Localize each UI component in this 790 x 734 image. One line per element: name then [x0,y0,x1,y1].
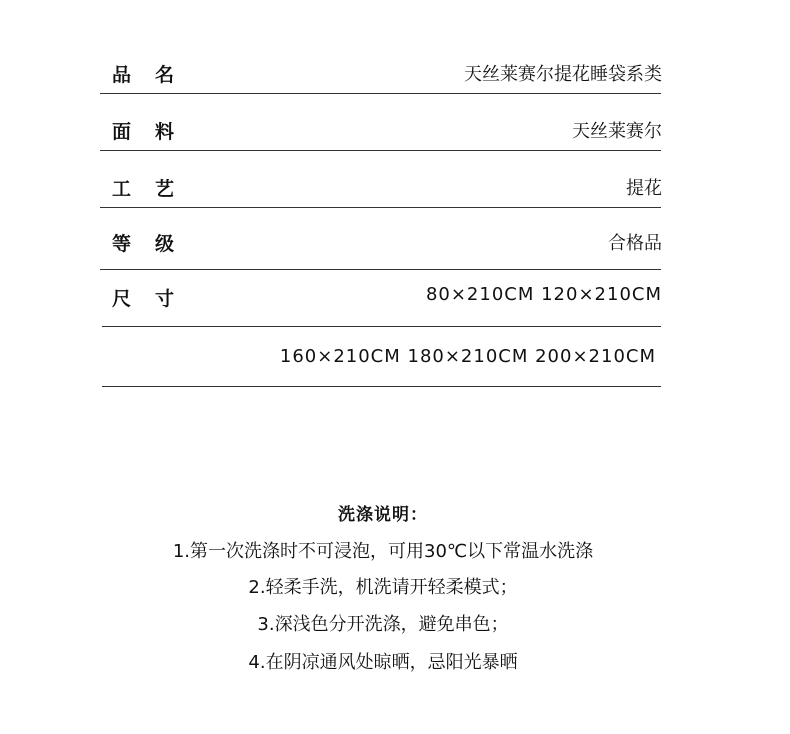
spec-value-size: 80×210CM 120×210CM [425,284,662,305]
care-title: 洗涤说明： [338,505,428,525]
spec-row-fabric [102,117,662,145]
care-line-2: 2.轻柔手洗，机洗请开轻柔模式； [248,577,518,598]
care-line-1: 1.第一次洗涤时不可浸泡，可用30℃以下常温水洗涤 [172,541,594,562]
spec-label-name: 品名 [112,64,199,86]
row-divider [100,93,661,94]
row-divider [100,150,661,151]
row-divider [100,269,661,270]
spec-label-craft: 工艺 [112,178,199,200]
spec-value-size-extra: 160×210CM 180×210CM 200×210CM [279,346,656,367]
row-divider [102,386,661,387]
spec-value-fabric: 天丝莱赛尔 [572,121,662,142]
spec-value-craft: 提花 [626,178,662,199]
spec-row-size [102,284,662,312]
spec-label-size: 尺寸 [112,288,199,310]
spec-label-fabric: 面料 [112,121,199,143]
spec-row-craft [102,174,662,202]
spec-row-size-extra [100,346,656,374]
row-divider [100,207,661,208]
spec-value-grade: 合格品 [608,233,662,254]
spec-row-name [102,60,662,88]
care-line-3: 3.深浅色分开洗涤，避免串色； [257,614,509,635]
spec-value-name: 天丝莱赛尔提花睡袋系类 [464,64,662,85]
care-line-4: 4.在阴凉通风处晾晒，忌阳光暴晒 [248,652,518,673]
row-divider [102,326,661,327]
spec-label-grade: 等级 [112,233,199,255]
spec-row-grade [102,229,662,257]
